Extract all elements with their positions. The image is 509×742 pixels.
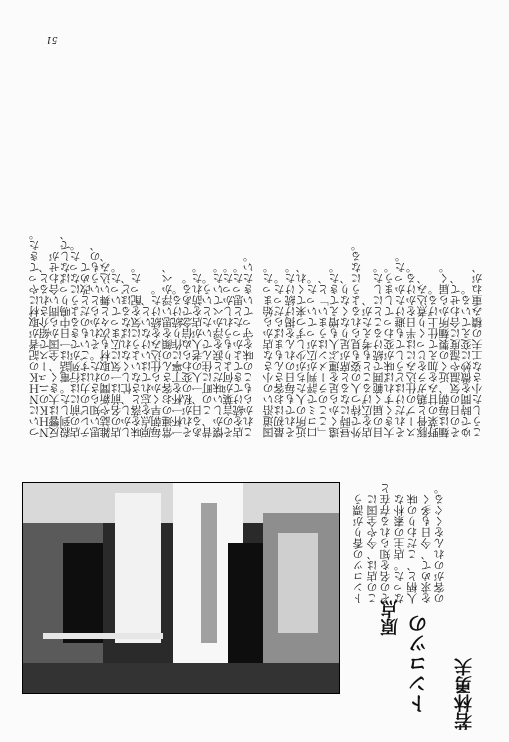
text-column: ＮＨＫのニュースで紹介されると、 [38, 262, 52, 438]
text-column: 毎朝早くから仕込みを続けた。 [150, 284, 164, 438]
text-column: ある日、一人の老人が店を訪れた。 [191, 262, 205, 438]
text-column: 思い知らされた。それからというもの、 [89, 240, 103, 438]
article-title: トンコツの [407, 614, 431, 714]
author-byline: 若林勇夫 [454, 658, 475, 730]
text-column: 一杯一杯を丁寧に作り続ける。 [170, 284, 184, 438]
text-column: 口コミで評判が広がっていった。 [306, 273, 319, 438]
text-column: しかし、忙しくなればなるほど、 [119, 273, 133, 438]
text-column: その日の気温や湿度に合わせて、 [449, 273, 462, 438]
text-column: 昼時になると席が足りなくなり、 [339, 273, 352, 438]
text-column: 雑誌や新聞の取材も次々と舞い込み、 [99, 251, 113, 438]
text-column: 外で待つ人の姿も見られるようになる。 [350, 240, 363, 438]
text-column: 懐かしい味だと涙を浮かべていた。 [211, 262, 225, 438]
text-column: 近所の人たちが少しずつ来てくれ、 [295, 262, 308, 438]
text-column: 大きくすれば味が変わってしまう。 [383, 262, 396, 438]
text-column: 最初はお客さんもまばらだった。 [273, 273, 286, 438]
text-column: 店を広げることも考えたが、 [361, 295, 374, 438]
text-column: 常連のお客さんの顔を思い浮かべ、 [160, 262, 174, 438]
article-subtitle: 原点 [380, 600, 401, 636]
text-column: 「ここのラーメンはうまい」と、 [317, 273, 330, 438]
text-column: 店を続けてきてよかったと思った。 [232, 262, 245, 438]
text-column: 原点を忘れてはいけないと、 [140, 295, 154, 438]
text-column: それだけはどうしても避けたかった。 [394, 251, 407, 438]
text-column: それでも毎日のれんを掲げ続けた。 [284, 262, 297, 438]
text-column: 味を落とさないように気を配った。 [130, 262, 143, 438]
text-column: を求めて、今日も多く [419, 494, 433, 604]
text-column: テレビの力はすごいものだと改めて [79, 262, 92, 438]
text-column: これからもこの味を守っていきたい。 [242, 251, 256, 438]
text-column: この店は、今や全国に [365, 494, 379, 604]
text-column: 遠くから足を運ぶ人も増えてきた。 [328, 262, 341, 438]
text-column: こうした小さな工夫の積み重ねが、 [471, 262, 484, 438]
text-column: その言葉が何よりもうれしかった。 [221, 262, 235, 438]
text-column: トンコツの香りが漂う [352, 494, 365, 604]
text-column: 店の前には行列ができるようになった。 [68, 240, 82, 438]
text-column: それが私の変わらぬ信念である。 [181, 273, 194, 438]
text-column: 麺は毎朝、近くの製麺所から届く。 [438, 262, 451, 438]
text-column: ゆで時間を微妙に変えている。 [460, 284, 473, 438]
text-column: 人柄と、こだわりの味 [406, 494, 419, 604]
body-text-block-right [262, 42, 484, 438]
text-column: 国道沿いの小さな店から始まった。 [262, 262, 275, 438]
text-column: 豚骨と鶏ガラをじっくり煮込み、 [416, 273, 429, 438]
interior-photograph [22, 482, 340, 694]
text-column: 反響は大きく、全国から問い合わせが [48, 251, 62, 438]
text-column: 殺到した。電話は一日中鳴りっぱなしで、 [58, 229, 72, 438]
body-text-block-left [28, 42, 256, 438]
text-column: 昔、この町に住んでいたという。 [201, 273, 215, 438]
text-column: 店の名前は一気に広まっていった。 [109, 262, 123, 438]
text-column: の客がのれんをくぐる。 [433, 483, 446, 604]
text-column: なった。店主の素朴な [392, 494, 406, 604]
text-column: スープの仕込みには半日をかける。 [405, 262, 418, 438]
page-number: 51 [46, 34, 58, 44]
text-column: その名を知られる存在と [379, 483, 392, 604]
lead-text-block [352, 456, 448, 604]
text-column: 目の届く範囲で続けることにした。 [372, 262, 385, 438]
text-column: 野菜の甘みを加えて仕上げる。 [427, 284, 440, 438]
text-column: ついにＮＨＫの記者が取材にやってきた。 [28, 229, 41, 438]
